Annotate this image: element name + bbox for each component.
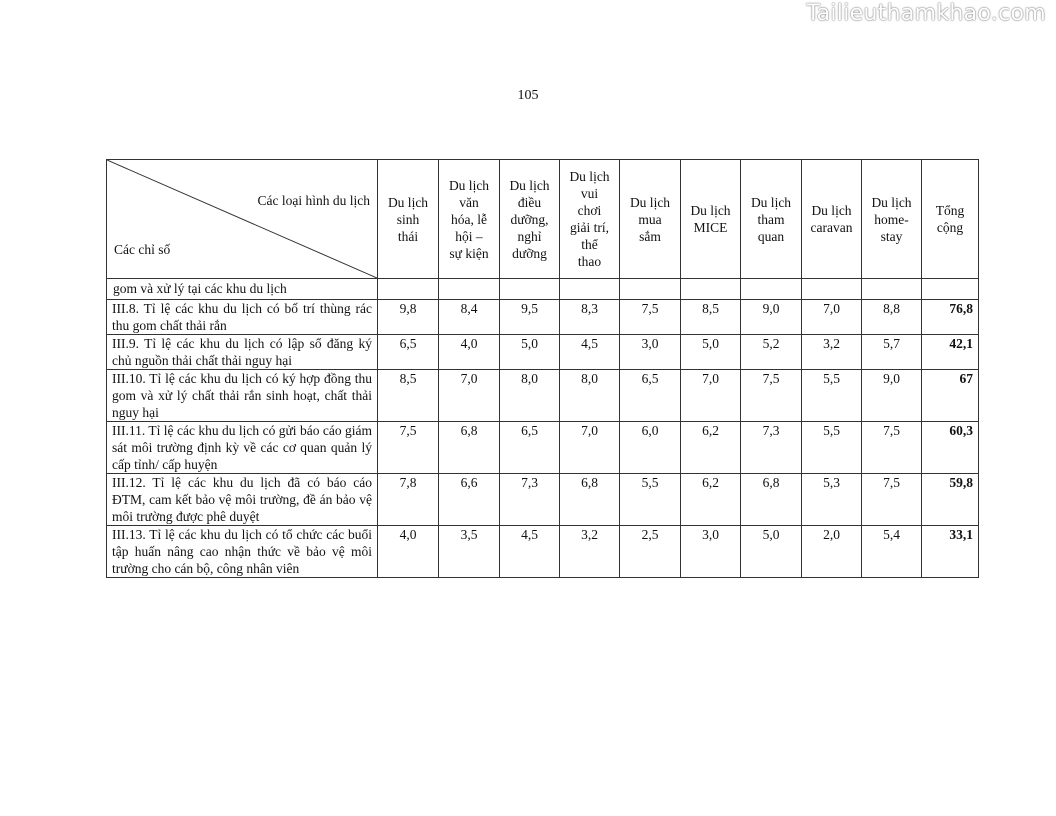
value-cell: 7,3 xyxy=(741,422,802,474)
value-cell: 6,5 xyxy=(500,422,560,474)
table-row xyxy=(107,370,979,422)
value-cell: 2,0 xyxy=(802,526,862,578)
value-cell: 6,8 xyxy=(439,422,500,474)
table-row xyxy=(107,474,979,526)
value-cell: 8,0 xyxy=(560,370,620,422)
corner-label-tourism-types: Các loại hình du lịch xyxy=(257,193,370,208)
value-cell: 5,0 xyxy=(681,335,741,370)
value-cell: 7,5 xyxy=(378,422,439,474)
value-cell: 3,0 xyxy=(620,335,681,370)
value-cell: 3,5 xyxy=(439,526,500,578)
total-cell: 60,3 xyxy=(922,422,979,474)
table-row xyxy=(107,335,979,370)
value-cell: 4,5 xyxy=(560,335,620,370)
total-cell: 42,1 xyxy=(922,335,979,370)
value-cell: 7,8 xyxy=(378,474,439,526)
value-cell: 3,2 xyxy=(560,526,620,578)
column-header-cultural-tourism: Du lịch văn hóa, lễ hội – sự kiện xyxy=(439,160,500,279)
indicator-cell: III.13. Tỉ lệ các khu du lịch có tổ chức các buổi tập huấn nâng cao nhận thức về bảo vệ môi trường cho cán bộ, công nhân viên xyxy=(107,526,378,578)
table-row xyxy=(107,422,979,474)
diagonal-divider xyxy=(107,160,377,278)
value-cell: 8,4 xyxy=(439,300,500,335)
page-number: 105 xyxy=(517,88,539,103)
value-cell: 7,0 xyxy=(560,422,620,474)
empty-cell xyxy=(500,279,560,300)
column-header-eco-tourism: Du lịch sinh thái xyxy=(378,160,439,279)
table-row xyxy=(107,526,979,578)
total-cell: 59,8 xyxy=(922,474,979,526)
watermark: Tailieuthamkhao.com xyxy=(806,1,1046,26)
empty-cell xyxy=(439,279,500,300)
empty-cell xyxy=(560,279,620,300)
value-cell: 3,2 xyxy=(802,335,862,370)
column-header-mice-tourism: Du lịch MICE xyxy=(681,160,741,279)
corner-label-indicators: Các chỉ số xyxy=(114,242,171,257)
empty-cell xyxy=(620,279,681,300)
value-cell: 4,5 xyxy=(500,526,560,578)
value-cell: 6,8 xyxy=(741,474,802,526)
indicator-cell: III.12. Tỉ lệ các khu du lịch đã có báo cáo ĐTM, cam kết bảo vệ môi trường, đề án bảo vệ môi trường được phê duyệt xyxy=(107,474,378,526)
value-cell: 5,4 xyxy=(862,526,922,578)
value-cell: 5,2 xyxy=(741,335,802,370)
value-cell: 9,0 xyxy=(741,300,802,335)
continuation-text: gom và xử lý tại các khu du lịch xyxy=(107,279,378,300)
value-cell: 8,0 xyxy=(500,370,560,422)
indicator-cell: III.9. Tỉ lệ các khu du lịch có lập sổ đăng ký chủ nguồn thải chất thải nguy hại xyxy=(107,335,378,370)
value-cell: 9,5 xyxy=(500,300,560,335)
column-header-resort-tourism: Du lịch điều dưỡng, nghỉ dưỡng xyxy=(500,160,560,279)
value-cell: 7,0 xyxy=(802,300,862,335)
continuation-row xyxy=(107,279,979,300)
value-cell: 5,0 xyxy=(500,335,560,370)
value-cell: 8,3 xyxy=(560,300,620,335)
indicator-cell: III.8. Tỉ lệ các khu du lịch có bố trí thùng rác thu gom chất thải rắn xyxy=(107,300,378,335)
value-cell: 5,7 xyxy=(862,335,922,370)
indicator-table xyxy=(106,159,979,578)
indicator-cell: III.10. Tỉ lệ các khu du lịch có ký hợp đồng thu gom và xử lý chất thải rắn sinh hoạt, chất thải nguy hại xyxy=(107,370,378,422)
value-cell: 7,5 xyxy=(862,422,922,474)
value-cell: 7,0 xyxy=(439,370,500,422)
column-header-total: Tổng cộng xyxy=(922,160,979,279)
value-cell: 6,0 xyxy=(620,422,681,474)
value-cell: 9,0 xyxy=(862,370,922,422)
value-cell: 7,5 xyxy=(862,474,922,526)
total-cell: 33,1 xyxy=(922,526,979,578)
header-row xyxy=(107,160,979,279)
total-cell: 76,8 xyxy=(922,300,979,335)
value-cell: 5,3 xyxy=(802,474,862,526)
corner-header-cell xyxy=(107,160,378,279)
empty-cell xyxy=(741,279,802,300)
value-cell: 8,8 xyxy=(862,300,922,335)
value-cell: 7,5 xyxy=(741,370,802,422)
indicator-cell: III.11. Tỉ lệ các khu du lịch có gửi báo cáo giám sát môi trường định kỳ về các cơ quan quản lý cấp tỉnh/ cấp huyện xyxy=(107,422,378,474)
empty-cell xyxy=(862,279,922,300)
column-header-entertainment-tourism: Du lịch vui chơi giải trí, thể thao xyxy=(560,160,620,279)
value-cell: 7,3 xyxy=(500,474,560,526)
value-cell: 3,0 xyxy=(681,526,741,578)
empty-cell xyxy=(378,279,439,300)
value-cell: 6,2 xyxy=(681,422,741,474)
value-cell: 6,5 xyxy=(378,335,439,370)
empty-cell xyxy=(922,279,979,300)
column-header-sightseeing-tourism: Du lịch tham quan xyxy=(741,160,802,279)
value-cell: 6,8 xyxy=(560,474,620,526)
value-cell: 2,5 xyxy=(620,526,681,578)
value-cell: 9,8 xyxy=(378,300,439,335)
column-header-caravan-tourism: Du lịch caravan xyxy=(802,160,862,279)
column-header-shopping-tourism: Du lịch mua sắm xyxy=(620,160,681,279)
value-cell: 8,5 xyxy=(681,300,741,335)
empty-cell xyxy=(681,279,741,300)
value-cell: 5,0 xyxy=(741,526,802,578)
value-cell: 6,6 xyxy=(439,474,500,526)
total-cell: 67 xyxy=(922,370,979,422)
column-header-homestay-tourism: Du lịch home- stay xyxy=(862,160,922,279)
value-cell: 4,0 xyxy=(378,526,439,578)
value-cell: 5,5 xyxy=(620,474,681,526)
value-cell: 7,5 xyxy=(620,300,681,335)
value-cell: 6,2 xyxy=(681,474,741,526)
value-cell: 5,5 xyxy=(802,370,862,422)
value-cell: 4,0 xyxy=(439,335,500,370)
value-cell: 7,0 xyxy=(681,370,741,422)
value-cell: 8,5 xyxy=(378,370,439,422)
empty-cell xyxy=(802,279,862,300)
value-cell: 6,5 xyxy=(620,370,681,422)
value-cell: 5,5 xyxy=(802,422,862,474)
table-row xyxy=(107,300,979,335)
